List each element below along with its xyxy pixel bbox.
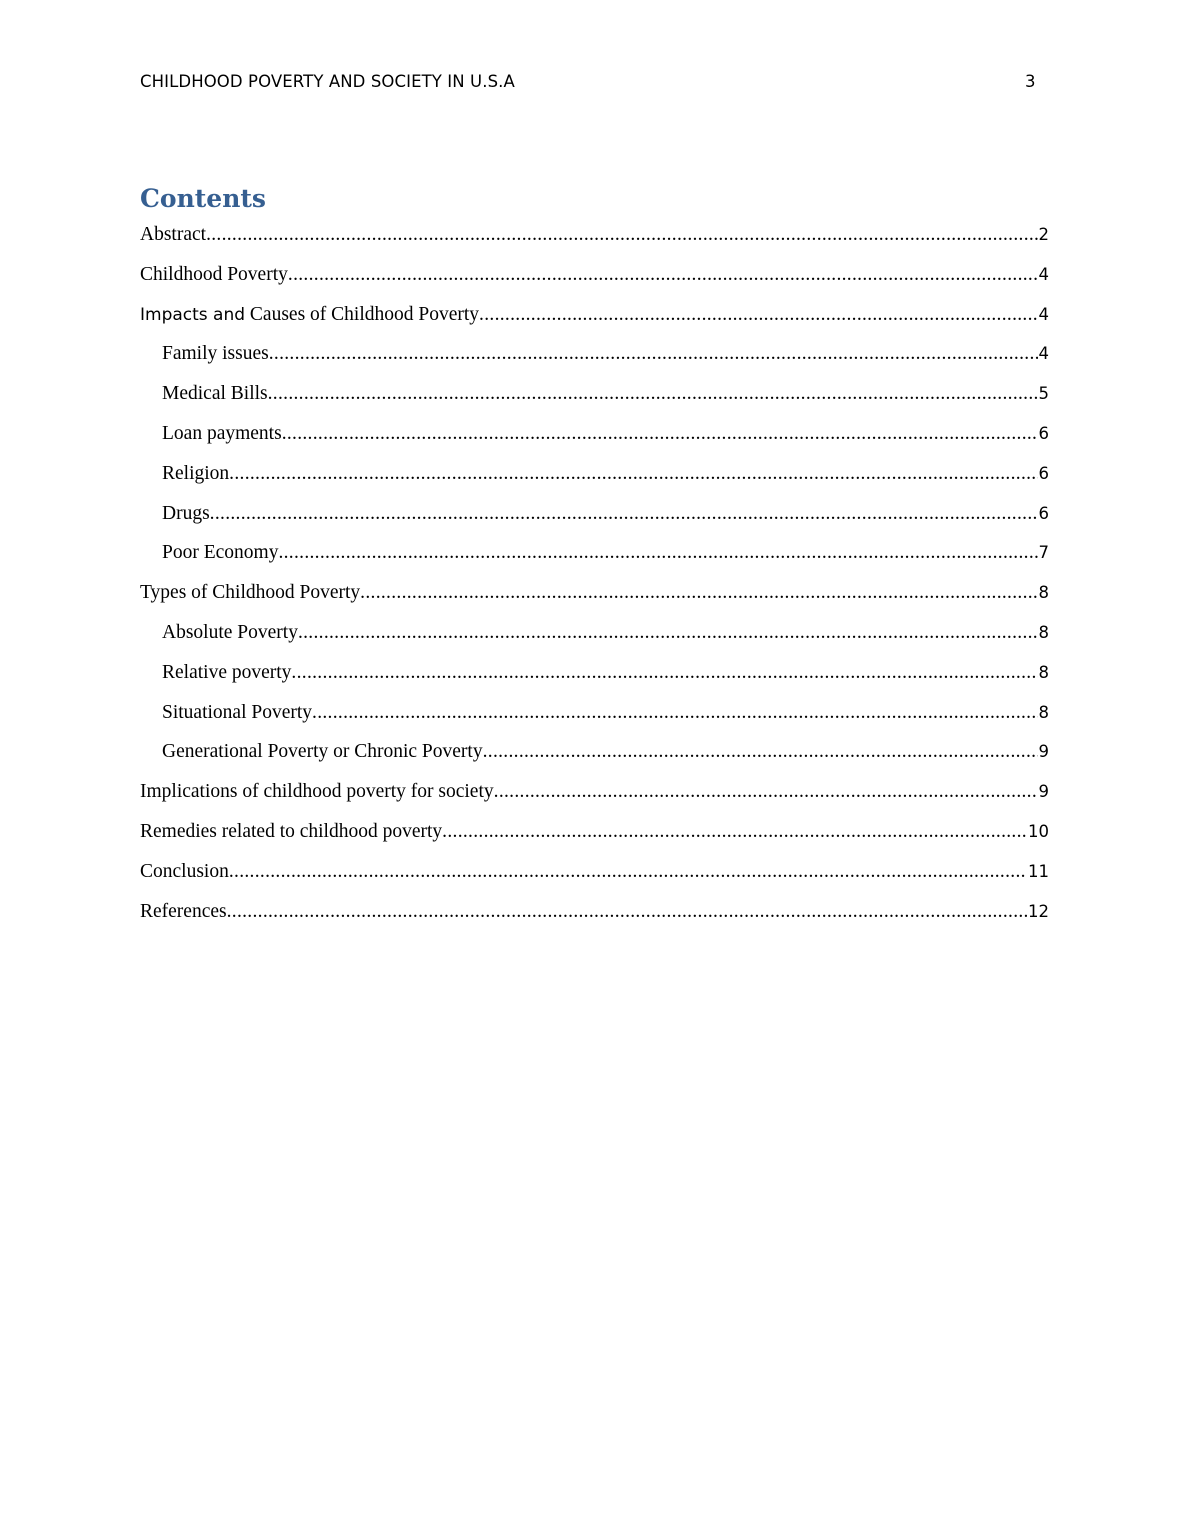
toc-entry-title: Childhood Poverty — [140, 263, 288, 285]
toc-dot-leader — [227, 901, 1027, 923]
toc-entry-title: Family issues — [162, 343, 269, 365]
toc-entry-absolute-poverty[interactable] — [140, 622, 1049, 662]
toc-entry-title: Poor Economy — [162, 542, 279, 564]
toc-entry-page: 4 — [1038, 304, 1049, 324]
toc-entry-page: 7 — [1038, 543, 1049, 563]
toc-dot-leader — [442, 821, 1027, 843]
toc-entry-page: 9 — [1038, 742, 1049, 762]
toc-entry-title: References — [140, 900, 227, 922]
toc-dot-leader — [210, 503, 1038, 525]
toc-entry-title: Types of Childhood Poverty — [140, 582, 361, 604]
toc-entry-religion[interactable] — [140, 463, 1049, 503]
toc-entry-references[interactable] — [140, 901, 1049, 941]
toc-entry-loan-payments[interactable] — [140, 423, 1049, 463]
toc-entry-conclusion[interactable] — [140, 861, 1049, 901]
toc-entry-title: Relative poverty — [162, 661, 292, 683]
toc-entry-title: Absolute Poverty — [162, 621, 298, 643]
toc-dot-leader — [483, 741, 1038, 763]
toc-entry-implications[interactable] — [140, 781, 1049, 821]
toc-entry-title: Implications of childhood poverty for society — [140, 781, 494, 803]
toc-entry-page: 9 — [1038, 782, 1049, 802]
toc-entry-types-of-childhood-poverty[interactable] — [140, 582, 1049, 622]
toc-dot-leader — [229, 861, 1027, 883]
toc-entry-page: 4 — [1038, 264, 1049, 284]
page-number: 3 — [1025, 72, 1036, 91]
toc-dot-leader — [229, 463, 1037, 485]
toc-entry-remedies[interactable] — [140, 821, 1049, 861]
toc-entry-page: 2 — [1038, 225, 1049, 244]
table-of-contents — [140, 224, 1049, 940]
toc-dot-leader — [269, 343, 1038, 365]
toc-entry-page: 6 — [1038, 503, 1049, 523]
toc-dot-leader — [298, 622, 1038, 644]
toc-entry-relative-poverty[interactable] — [140, 662, 1049, 702]
toc-entry-page: 4 — [1038, 344, 1049, 364]
toc-entry-medical-bills[interactable] — [140, 383, 1049, 423]
toc-entry-title — [140, 304, 479, 326]
toc-dot-leader — [282, 423, 1038, 445]
toc-dot-leader — [360, 582, 1037, 604]
toc-entry-situational-poverty[interactable] — [140, 702, 1049, 742]
toc-entry-page: 6 — [1038, 463, 1049, 483]
toc-dot-leader — [479, 304, 1037, 326]
toc-entry-page: 8 — [1038, 622, 1049, 642]
toc-entry-title: Abstract — [140, 224, 207, 245]
toc-entry-title-rest: Causes of Childhood Poverty — [245, 303, 480, 325]
toc-entry-generational-poverty[interactable] — [140, 741, 1049, 781]
running-header-title: CHILDHOOD POVERTY AND SOCIETY IN U.S.A — [140, 72, 515, 91]
toc-entry-title: Generational Poverty or Chronic Poverty — [162, 741, 483, 763]
toc-entry-page: 8 — [1038, 662, 1049, 682]
toc-dot-leader — [291, 662, 1037, 684]
toc-entry-page: 10 — [1028, 821, 1049, 841]
toc-entry-title: Situational Poverty — [162, 701, 313, 723]
toc-entry-title: Loan payments — [162, 422, 282, 444]
toc-entry-title: Drugs — [162, 502, 210, 524]
toc-dot-leader — [312, 702, 1037, 724]
toc-entry-title: Conclusion — [140, 860, 229, 882]
toc-dot-leader — [278, 542, 1037, 564]
toc-entry-impacts-and-causes[interactable] — [140, 304, 1049, 344]
toc-entry-title: Religion — [162, 462, 230, 484]
toc-entry-page: 8 — [1038, 583, 1049, 603]
toc-entry-drugs[interactable] — [140, 503, 1049, 543]
toc-entry-abstract[interactable] — [140, 224, 1049, 264]
toc-entry-title: Remedies related to childhood poverty — [140, 820, 443, 842]
toc-entry-page: 11 — [1028, 861, 1049, 881]
toc-dot-leader — [268, 383, 1038, 405]
toc-entry-childhood-poverty[interactable] — [140, 264, 1049, 304]
toc-entry-poor-economy[interactable] — [140, 542, 1049, 582]
toc-entry-title-lead: Impacts and — [140, 304, 246, 325]
toc-entry-page: 8 — [1038, 702, 1049, 722]
toc-entry-page: 12 — [1028, 901, 1049, 921]
toc-dot-leader — [288, 264, 1038, 286]
toc-entry-family-issues[interactable] — [140, 343, 1049, 383]
toc-entry-title: Medical Bills — [162, 383, 268, 405]
toc-entry-page: 6 — [1038, 423, 1049, 443]
toc-dot-leader — [494, 781, 1038, 803]
toc-heading: Contents — [140, 184, 267, 213]
toc-dot-leader — [206, 224, 1037, 246]
toc-entry-page: 5 — [1038, 384, 1049, 404]
